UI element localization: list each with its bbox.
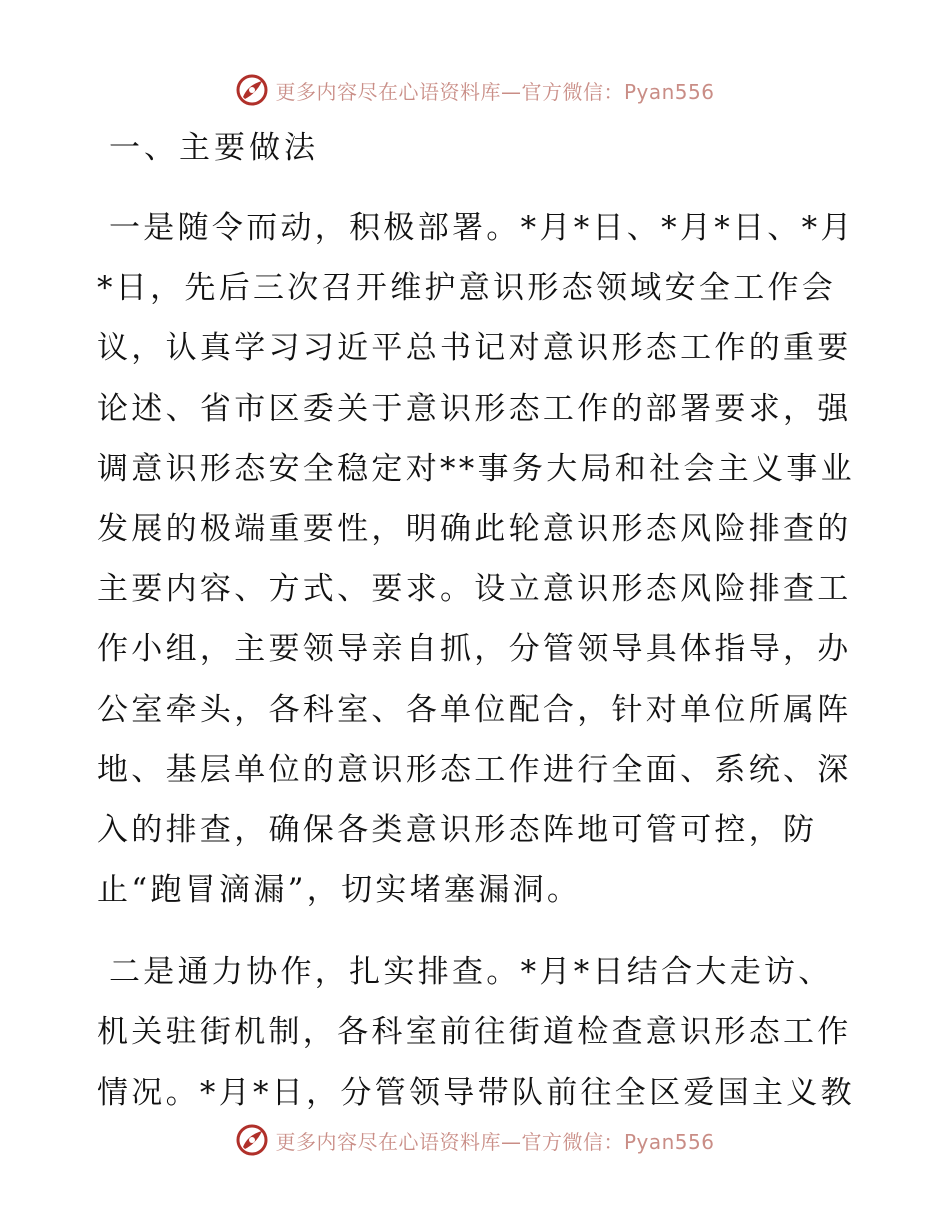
paragraph-2	[97, 942, 853, 1123]
text-line: 二是通力协作，扎实排查。*月*日结合大走访、	[109, 954, 833, 991]
text-line: 入的排查，确保各类意识形态阵地可管可控，防	[97, 811, 818, 848]
watermark-text: 更多内容尽在心语资料库—官方微信：Pyan556	[275, 79, 715, 104]
text-line: 议，认真学习习近平总书记对意识形态工作的重要	[97, 330, 852, 367]
text-line: 情况。*月*日，分管领导带队前往全区爱国主义教	[97, 1074, 855, 1111]
text-line: *日，先后三次召开维护意识形态领域安全工作会	[97, 270, 837, 307]
text-line: 发展的极端重要性，明确此轮意识形态风险排查的	[97, 510, 852, 547]
watermark-bottom	[0, 1120, 950, 1160]
text-line: 作小组，主要领导亲自抓，分管领导具体指导，办	[97, 631, 852, 668]
text-line: 公室牵头，各科室、各单位配合，针对单位所属阵	[97, 691, 852, 728]
pen-logo-icon	[235, 1123, 269, 1157]
text-line: 主要内容、方式、要求。设立意识形态风险排查工	[97, 571, 852, 608]
watermark-top	[0, 70, 950, 110]
text-line: 地、基层单位的意识形态工作进行全面、系统、深	[97, 751, 852, 788]
watermark-text: 更多内容尽在心语资料库—官方微信：Pyan556	[275, 1129, 715, 1154]
text-line: 一是随令而动，积极部署。*月*日、*月*日、*月	[109, 210, 855, 246]
text-line: 机关驻街机制，各科室前往街道检查意识形态工作	[97, 1014, 852, 1051]
text-line: 调意识形态安全稳定对**事务大局和社会主义事业	[97, 450, 855, 487]
text-line: 论述、省市区委关于意识形态工作的部署要求，强	[97, 390, 852, 427]
document-body	[97, 118, 853, 1123]
paragraph-1	[97, 198, 853, 920]
text-line: 止“跑冒滴漏”，切实堵塞漏洞。	[97, 872, 582, 909]
section-heading: 一、主要做法	[109, 130, 319, 166]
pen-logo-icon	[235, 73, 269, 107]
